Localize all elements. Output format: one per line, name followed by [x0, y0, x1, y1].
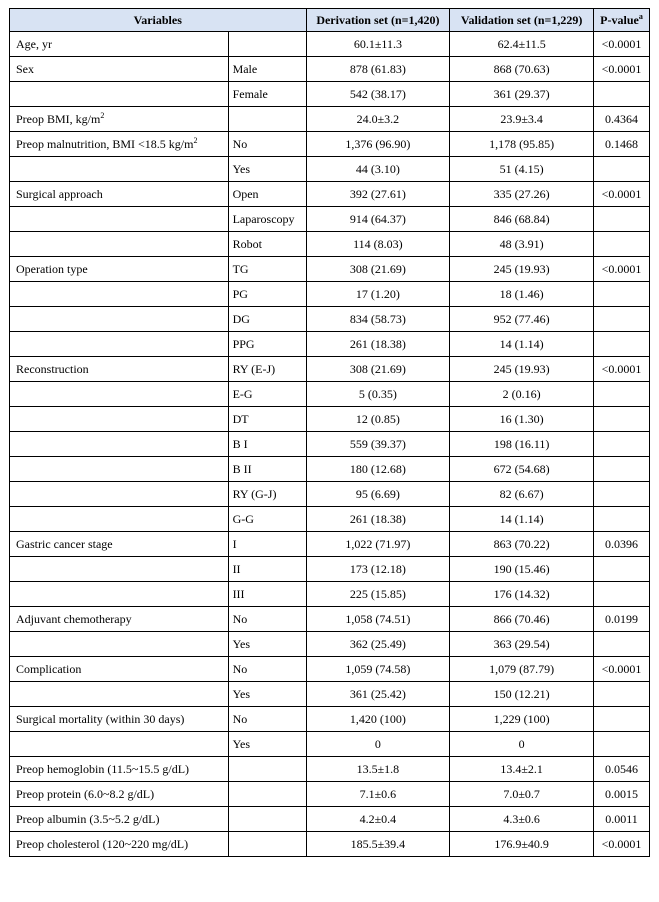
cell-validation: 7.0±0.7	[450, 782, 594, 807]
cell-validation: 672 (54.68)	[450, 457, 594, 482]
table-row	[10, 257, 650, 282]
cell-category	[228, 107, 306, 132]
cell-p-value: <0.0001	[594, 182, 650, 207]
cell-variable	[10, 482, 229, 507]
table-row	[10, 457, 650, 482]
cell-p-value	[594, 632, 650, 657]
cell-derivation: 914 (64.37)	[306, 207, 450, 232]
cell-validation: 245 (19.93)	[450, 257, 594, 282]
cell-derivation: 95 (6.69)	[306, 482, 450, 507]
cell-variable	[10, 532, 229, 557]
cell-validation: 82 (6.67)	[450, 482, 594, 507]
table-row	[10, 782, 650, 807]
cell-validation: 335 (27.26)	[450, 182, 594, 207]
cell-p-value	[594, 207, 650, 232]
table-row	[10, 332, 650, 357]
cell-variable	[10, 632, 229, 657]
table-row	[10, 507, 650, 532]
cell-validation: 0	[450, 732, 594, 757]
baseline-characteristics-table	[9, 8, 650, 857]
table-row	[10, 182, 650, 207]
cell-p-value: <0.0001	[594, 357, 650, 382]
cell-validation: 952 (77.46)	[450, 307, 594, 332]
cell-p-value: <0.0001	[594, 657, 650, 682]
cell-category: Laparoscopy	[228, 207, 306, 232]
variable-label: Preop albumin (3.5~5.2 g/dL)	[16, 812, 160, 826]
table-row	[10, 107, 650, 132]
cell-category: PPG	[228, 332, 306, 357]
cell-variable	[10, 132, 229, 157]
cell-validation: 363 (29.54)	[450, 632, 594, 657]
variable-superscript: 2	[100, 111, 105, 120]
cell-validation: 14 (1.14)	[450, 332, 594, 357]
cell-validation: 176 (14.32)	[450, 582, 594, 607]
cell-p-value	[594, 682, 650, 707]
cell-validation: 13.4±2.1	[450, 757, 594, 782]
cell-variable	[10, 607, 229, 632]
cell-p-value	[594, 582, 650, 607]
cell-variable	[10, 582, 229, 607]
table-row	[10, 482, 650, 507]
cell-p-value: 0.0199	[594, 607, 650, 632]
table-row	[10, 757, 650, 782]
cell-p-value	[594, 457, 650, 482]
table-row	[10, 357, 650, 382]
table-row	[10, 832, 650, 857]
cell-p-value	[594, 82, 650, 107]
cell-p-value	[594, 407, 650, 432]
cell-derivation: 261 (18.38)	[306, 332, 450, 357]
cell-derivation: 878 (61.83)	[306, 57, 450, 82]
table-header-row	[10, 9, 650, 32]
cell-variable	[10, 382, 229, 407]
cell-variable	[10, 782, 229, 807]
cell-variable	[10, 57, 229, 82]
cell-derivation: 180 (12.68)	[306, 457, 450, 482]
cell-category: G-G	[228, 507, 306, 532]
cell-p-value	[594, 707, 650, 732]
cell-category: II	[228, 557, 306, 582]
cell-p-value	[594, 232, 650, 257]
cell-derivation: 1,059 (74.58)	[306, 657, 450, 682]
cell-validation: 51 (4.15)	[450, 157, 594, 182]
cell-p-value: 0.0011	[594, 807, 650, 832]
variable-label: Preop cholesterol (120~220 mg/dL)	[16, 837, 189, 851]
table-row	[10, 282, 650, 307]
variable-label: Complication	[16, 662, 82, 676]
cell-category: DG	[228, 307, 306, 332]
cell-derivation: 17 (1.20)	[306, 282, 450, 307]
header-p-value-label: P-value	[600, 13, 639, 27]
variable-label: Preop malnutrition, BMI <18.5 kg/m	[16, 137, 194, 151]
cell-validation: 4.3±0.6	[450, 807, 594, 832]
cell-variable	[10, 732, 229, 757]
cell-validation: 868 (70.63)	[450, 57, 594, 82]
cell-derivation: 185.5±39.4	[306, 832, 450, 857]
cell-derivation: 1,420 (100)	[306, 707, 450, 732]
cell-p-value: <0.0001	[594, 57, 650, 82]
variable-label: Surgical mortality (within 30 days)	[16, 712, 185, 726]
cell-derivation: 114 (8.03)	[306, 232, 450, 257]
cell-derivation: 5 (0.35)	[306, 382, 450, 407]
cell-variable	[10, 257, 229, 282]
cell-p-value	[594, 382, 650, 407]
table-row	[10, 82, 650, 107]
variable-label: Preop BMI, kg/m	[16, 112, 101, 126]
cell-category: B II	[228, 457, 306, 482]
cell-variable	[10, 657, 229, 682]
cell-derivation: 12 (0.85)	[306, 407, 450, 432]
cell-p-value: 0.0015	[594, 782, 650, 807]
cell-category: DT	[228, 407, 306, 432]
table-row	[10, 57, 650, 82]
cell-variable	[10, 82, 229, 107]
cell-derivation: 1,376 (96.90)	[306, 132, 450, 157]
cell-category: Female	[228, 82, 306, 107]
variable-label: Age, yr	[16, 37, 52, 51]
cell-category: Yes	[228, 632, 306, 657]
variable-label: Adjuvant chemotherapy	[16, 612, 132, 626]
cell-derivation: 392 (27.61)	[306, 182, 450, 207]
table-row	[10, 132, 650, 157]
table-body	[10, 32, 650, 857]
variable-label: Reconstruction	[16, 362, 89, 376]
table-row	[10, 657, 650, 682]
cell-p-value	[594, 332, 650, 357]
cell-variable	[10, 457, 229, 482]
cell-derivation: 542 (38.17)	[306, 82, 450, 107]
cell-variable	[10, 432, 229, 457]
table-row	[10, 157, 650, 182]
variable-label: Operation type	[16, 262, 88, 276]
cell-variable	[10, 157, 229, 182]
cell-variable	[10, 32, 229, 57]
cell-variable	[10, 107, 229, 132]
table-row	[10, 307, 650, 332]
table-row	[10, 582, 650, 607]
cell-variable	[10, 682, 229, 707]
cell-p-value: <0.0001	[594, 832, 650, 857]
cell-validation: 62.4±11.5	[450, 32, 594, 57]
cell-derivation: 173 (12.18)	[306, 557, 450, 582]
cell-derivation: 24.0±3.2	[306, 107, 450, 132]
cell-validation: 1,079 (87.79)	[450, 657, 594, 682]
cell-validation: 1,178 (95.85)	[450, 132, 594, 157]
table-row	[10, 707, 650, 732]
cell-category: Yes	[228, 157, 306, 182]
cell-validation: 245 (19.93)	[450, 357, 594, 382]
cell-variable	[10, 357, 229, 382]
cell-category: Open	[228, 182, 306, 207]
cell-derivation: 834 (58.73)	[306, 307, 450, 332]
header-variables: Variables	[10, 9, 307, 32]
cell-p-value: 0.1468	[594, 132, 650, 157]
cell-category: No	[228, 132, 306, 157]
cell-category: E-G	[228, 382, 306, 407]
cell-category: B I	[228, 432, 306, 457]
variable-label: Preop hemoglobin (11.5~15.5 g/dL)	[16, 762, 190, 776]
cell-derivation: 308 (21.69)	[306, 257, 450, 282]
cell-p-value: 0.4364	[594, 107, 650, 132]
cell-derivation: 60.1±11.3	[306, 32, 450, 57]
cell-derivation: 44 (3.10)	[306, 157, 450, 182]
cell-derivation: 1,058 (74.51)	[306, 607, 450, 632]
cell-validation: 14 (1.14)	[450, 507, 594, 532]
table-row	[10, 382, 650, 407]
cell-category: I	[228, 532, 306, 557]
cell-p-value: <0.0001	[594, 32, 650, 57]
cell-category: Robot	[228, 232, 306, 257]
cell-category: PG	[228, 282, 306, 307]
cell-variable	[10, 232, 229, 257]
cell-validation: 846 (68.84)	[450, 207, 594, 232]
cell-derivation: 308 (21.69)	[306, 357, 450, 382]
cell-derivation: 261 (18.38)	[306, 507, 450, 532]
cell-variable	[10, 757, 229, 782]
cell-category: III	[228, 582, 306, 607]
cell-validation: 176.9±40.9	[450, 832, 594, 857]
variable-label: Gastric cancer stage	[16, 537, 113, 551]
variable-label: Preop protein (6.0~8.2 g/dL)	[16, 787, 155, 801]
cell-category: RY (E-J)	[228, 357, 306, 382]
cell-validation: 198 (16.11)	[450, 432, 594, 457]
cell-variable	[10, 207, 229, 232]
cell-validation: 16 (1.30)	[450, 407, 594, 432]
cell-derivation: 13.5±1.8	[306, 757, 450, 782]
cell-category	[228, 832, 306, 857]
cell-p-value	[594, 157, 650, 182]
table-row	[10, 557, 650, 582]
cell-p-value	[594, 482, 650, 507]
header-validation-set: Validation set (n=1,229)	[450, 9, 594, 32]
cell-variable	[10, 507, 229, 532]
cell-category: Yes	[228, 732, 306, 757]
header-p-value	[594, 9, 650, 32]
variable-label: Surgical approach	[16, 187, 103, 201]
table-row	[10, 607, 650, 632]
table-row	[10, 207, 650, 232]
cell-validation: 2 (0.16)	[450, 382, 594, 407]
table-row	[10, 632, 650, 657]
cell-variable	[10, 557, 229, 582]
cell-category	[228, 807, 306, 832]
cell-validation: 866 (70.46)	[450, 607, 594, 632]
variable-label: Sex	[16, 62, 34, 76]
table-row	[10, 432, 650, 457]
cell-p-value	[594, 732, 650, 757]
cell-category: No	[228, 607, 306, 632]
cell-p-value: 0.0396	[594, 532, 650, 557]
cell-category: No	[228, 707, 306, 732]
cell-variable	[10, 182, 229, 207]
cell-validation: 863 (70.22)	[450, 532, 594, 557]
table-row	[10, 732, 650, 757]
cell-p-value	[594, 432, 650, 457]
cell-validation: 190 (15.46)	[450, 557, 594, 582]
variable-superscript: 2	[193, 136, 198, 145]
header-p-value-footnote: a	[638, 12, 643, 21]
table-row	[10, 232, 650, 257]
cell-variable	[10, 332, 229, 357]
cell-p-value	[594, 307, 650, 332]
cell-category	[228, 782, 306, 807]
table-row	[10, 532, 650, 557]
cell-variable	[10, 707, 229, 732]
cell-derivation: 225 (15.85)	[306, 582, 450, 607]
table-row	[10, 407, 650, 432]
cell-category	[228, 757, 306, 782]
table-row	[10, 682, 650, 707]
header-derivation-set: Derivation set (n=1,420)	[306, 9, 450, 32]
cell-variable	[10, 307, 229, 332]
cell-validation: 18 (1.46)	[450, 282, 594, 307]
cell-derivation: 559 (39.37)	[306, 432, 450, 457]
cell-derivation: 0	[306, 732, 450, 757]
cell-derivation: 362 (25.49)	[306, 632, 450, 657]
cell-p-value: <0.0001	[594, 257, 650, 282]
cell-p-value	[594, 282, 650, 307]
cell-variable	[10, 282, 229, 307]
table-row	[10, 807, 650, 832]
cell-category	[228, 32, 306, 57]
cell-p-value	[594, 507, 650, 532]
cell-category: Male	[228, 57, 306, 82]
cell-derivation: 4.2±0.4	[306, 807, 450, 832]
cell-variable	[10, 407, 229, 432]
cell-validation: 361 (29.37)	[450, 82, 594, 107]
cell-derivation: 361 (25.42)	[306, 682, 450, 707]
cell-category: Yes	[228, 682, 306, 707]
cell-p-value: 0.0546	[594, 757, 650, 782]
cell-validation: 150 (12.21)	[450, 682, 594, 707]
cell-derivation: 1,022 (71.97)	[306, 532, 450, 557]
cell-category: RY (G-J)	[228, 482, 306, 507]
cell-variable	[10, 807, 229, 832]
cell-validation: 1,229 (100)	[450, 707, 594, 732]
cell-validation: 48 (3.91)	[450, 232, 594, 257]
cell-validation: 23.9±3.4	[450, 107, 594, 132]
cell-category: No	[228, 657, 306, 682]
cell-p-value	[594, 557, 650, 582]
cell-category: TG	[228, 257, 306, 282]
cell-derivation: 7.1±0.6	[306, 782, 450, 807]
table-row	[10, 32, 650, 57]
cell-variable	[10, 832, 229, 857]
